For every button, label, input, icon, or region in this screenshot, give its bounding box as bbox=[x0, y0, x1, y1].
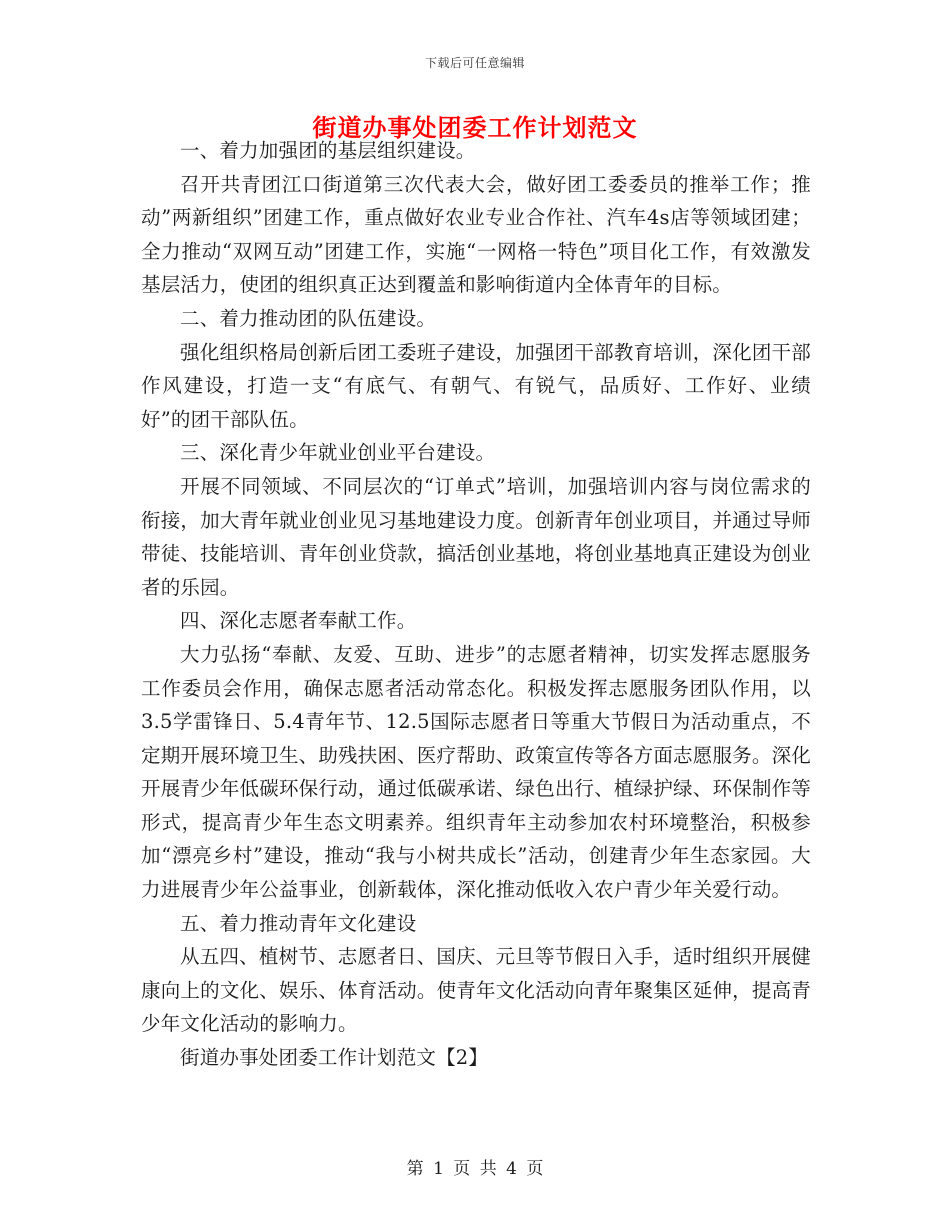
section-paragraph-2: 强化组织格局创新后团工委班子建设，加强团干部教育培训，深化团干部作风建设，打造一支“有底气、有朝气、有锐气，品质好、工作好、业绩好”的团干部队伍。 bbox=[141, 340, 811, 431]
document-title: 街道办事处团委工作计划范文 bbox=[312, 113, 638, 142]
header-note: 下载后可任意编辑 bbox=[424, 56, 525, 70]
section-heading-2: 二、着力推动团的队伍建设。 bbox=[180, 306, 437, 330]
document-body bbox=[141, 134, 811, 1075]
section-paragraph-1: 召开共青团江口街道第三次代表大会，做好团工委委员的推举工作；推动”两新组织”团建工作，重点做好农业专业合作社、汽车4s店等领域团建；全力推动“双网互动”团建工作，实施“一网格一特色”项目化工作，有效激发基层活力，使团的组织真正达到覆盖和影响街道内全体青年的目标。 bbox=[141, 172, 811, 297]
next-document-heading: 街道办事处团委工作计划范文【2】 bbox=[180, 1046, 489, 1070]
section-heading-5: 五、着力推动青年文化建设 bbox=[180, 911, 417, 935]
section-paragraph-4: 大力弘扬“奉献、友爱、互助、进步”的志愿者精神，切实发挥志愿服务工作委员会作用，确保志愿者活动常态化。积极发挥志愿服务团队作用，以3.5学雷锋日、5.4青年节、12.5国际志愿者日等重大节假日为活动重点，不定期开展环境卫生、助残扶困、医疗帮助、政策宣传等各方面志愿服务。深化开展青少年低碳环保行动，通过低碳承诺、绿色出行、植绿护绿、环保制作等形式，提高青少年生态文明素养。组织青年主动参加农村环境整治，积极参加“漂亮乡村”建设，推动“我与小树共成长”活动，创建青少年生态家园。大力进展青少年公益事业，创新载体，深化推动低收入农户青少年关爱行动。 bbox=[141, 642, 811, 902]
section-paragraph-3: 开展不同领域、不同层次的“订单式”培训，加强培训内容与岗位需求的衔接，加大青年就业创业见习基地建设力度。创新青年创业项目，并通过导师带徒、技能培训、青年创业贷款，搞活创业基地，将创业基地真正建设为创业者的乐园。 bbox=[141, 474, 811, 599]
section-heading-1: 一、着力加强团的基层组织建设。 bbox=[180, 139, 476, 162]
section-heading-3: 三、深化青少年就业创业平台建设。 bbox=[180, 441, 496, 465]
section-paragraph-5: 从五四、植树节、志愿者日、国庆、元旦等节假日入手，适时组织开展健康向上的文化、娱乐、体育活动。使青年文化活动向青年聚集区延伸，提高青少年文化活动的影响力。 bbox=[141, 945, 811, 1036]
page-footer: 第 1 页 共 4 页 bbox=[406, 1159, 544, 1179]
section-heading-4: 四、深化志愿者奉献工作。 bbox=[180, 609, 417, 633]
